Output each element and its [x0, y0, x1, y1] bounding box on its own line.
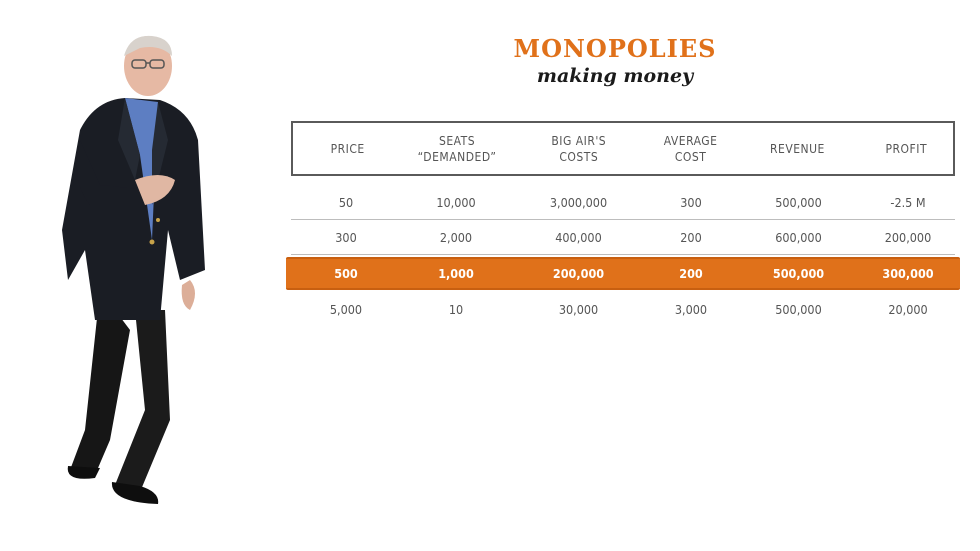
cell-seats: 1,000 — [438, 266, 474, 281]
cell-average-cost: 200 — [680, 229, 702, 245]
column-header-price: PRICE — [330, 141, 365, 156]
cell-profit: 20,000 — [888, 301, 928, 317]
table-row-highlighted — [286, 257, 960, 290]
slide-subtitle: making money — [536, 65, 694, 87]
table-row — [291, 292, 955, 326]
cell-average-cost: 3,000 — [674, 301, 708, 317]
cell-price: 50 — [338, 194, 354, 210]
cell-price: 5,000 — [329, 301, 363, 317]
column-header-revenue: REVENUE — [770, 141, 825, 156]
cell-seats: 10 — [448, 301, 464, 317]
cell-price: 500 — [334, 266, 358, 281]
cell-costs: 3,000,000 — [549, 194, 608, 210]
cell-average-cost: 300 — [680, 194, 702, 210]
cell-revenue: 500,000 — [775, 301, 822, 317]
cell-costs: 400,000 — [555, 229, 602, 245]
column-header-seats-demanded: SEATS “DEMANDED” — [417, 133, 497, 164]
presenter-figure — [40, 30, 240, 520]
cell-profit: 300,000 — [882, 266, 934, 281]
cell-average-cost: 200 — [679, 266, 703, 281]
table-header — [291, 121, 955, 176]
monopoly-table — [291, 121, 955, 326]
cell-costs: 200,000 — [552, 266, 605, 281]
cell-price: 300 — [335, 229, 357, 245]
cell-revenue: 500,000 — [772, 266, 825, 281]
table-body — [291, 185, 955, 326]
column-header-profit: PROFIT — [885, 141, 928, 156]
column-header-costs: BIG AIR'S COSTS — [551, 133, 607, 164]
cell-profit: -2.5 M — [890, 194, 926, 210]
cell-revenue: 500,000 — [775, 194, 822, 210]
cell-seats: 2,000 — [439, 229, 473, 245]
table-row — [291, 185, 955, 220]
slide-title: MONOPOLIES — [513, 34, 717, 63]
cell-seats: 10,000 — [436, 194, 476, 210]
cell-revenue: 600,000 — [775, 229, 822, 245]
cell-profit: 200,000 — [884, 229, 932, 245]
table-row — [291, 220, 955, 255]
cell-costs: 30,000 — [558, 301, 599, 317]
column-header-average-cost: AVERAGE COST — [663, 133, 718, 164]
